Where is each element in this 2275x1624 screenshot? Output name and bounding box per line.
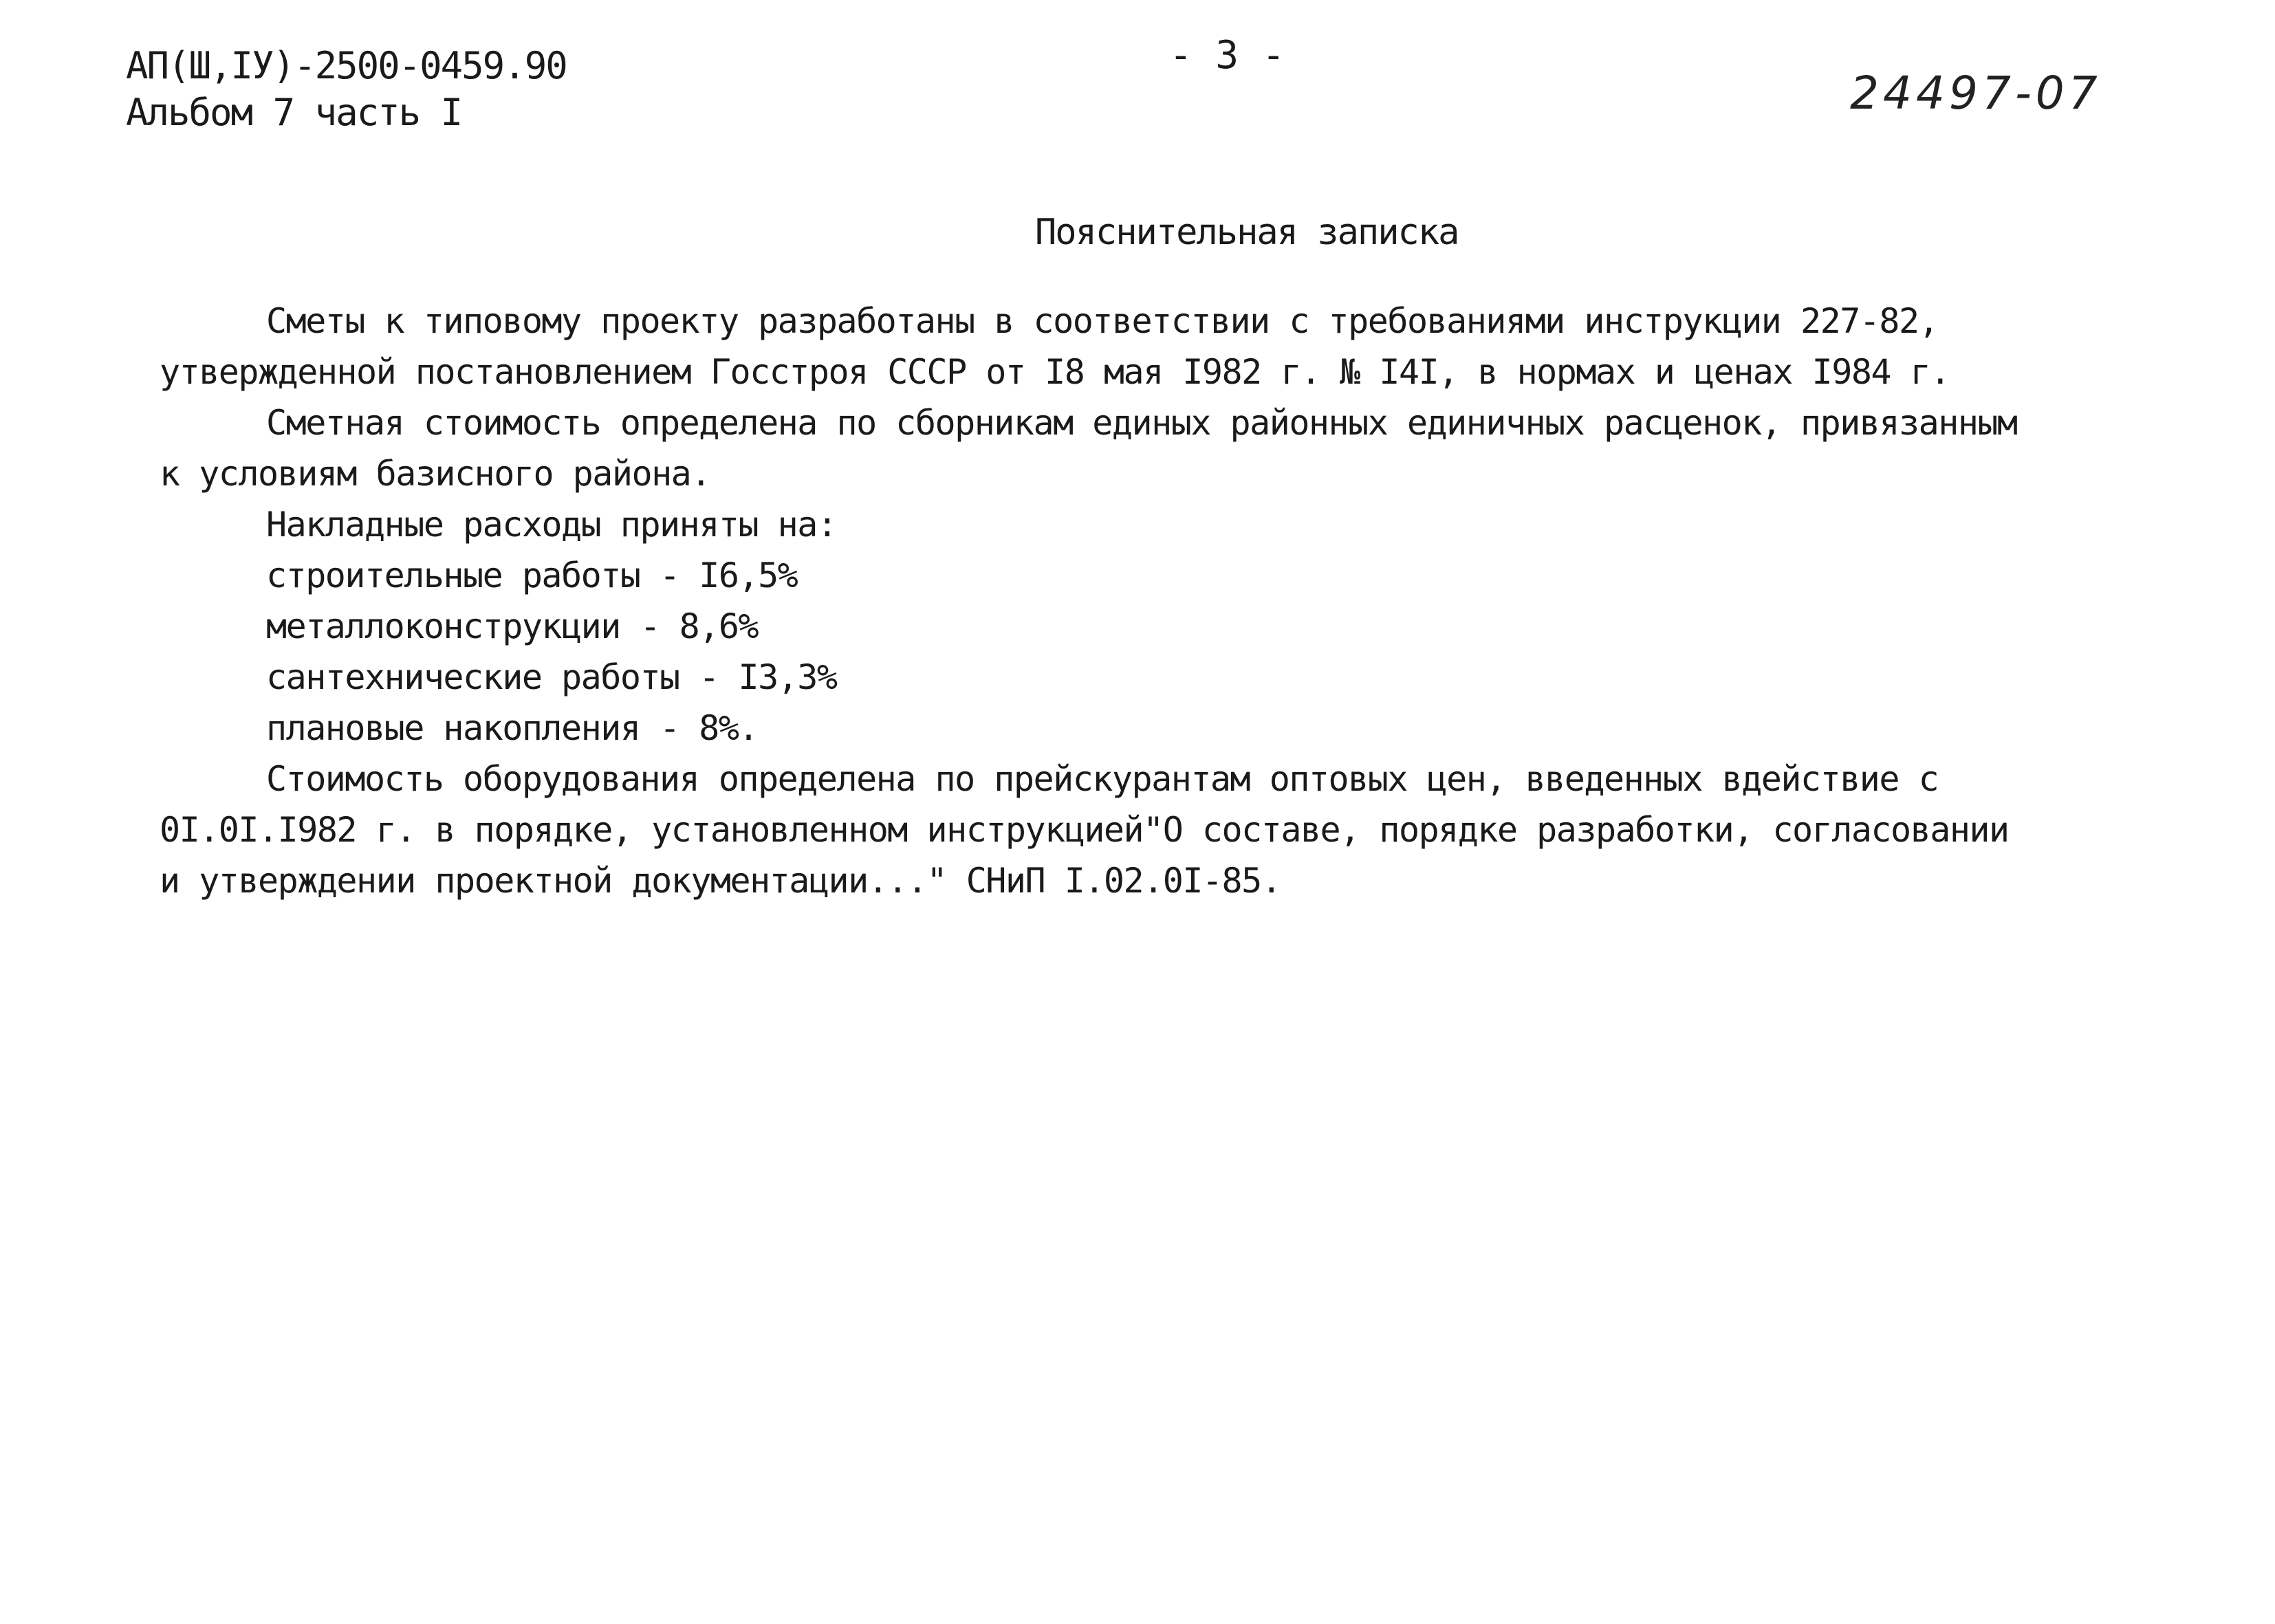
paragraph-line: Стоимость оборудования определена по прейскурантам оптовых цен, введенных вдействие с [266, 759, 1939, 799]
document-header [126, 43, 567, 136]
document-code: АП(Ш,IУ)-2500-0459.90 [126, 44, 567, 87]
handwritten-number: 24497-07 [1850, 67, 2102, 120]
album-label: Альбом 7 часть I [126, 91, 462, 134]
paragraph-line: Накладные расходы приняты на: [266, 505, 837, 545]
page-number: - 3 - [1169, 33, 1285, 78]
paragraph-line: 0I.0I.I982 г. в порядке, установленном инструкцией"О составе, порядке разработки, согласовании [160, 810, 2009, 850]
paragraph-line: утвержденной постановлением Госстроя СССР от I8 мая I982 г. № I4I, в нормах и ценах I984 г. [160, 352, 1950, 392]
paragraph-line: к условиям базисного района. [160, 454, 710, 494]
page-title: Пояснительная записка [1035, 212, 1459, 253]
paragraph-line: Сметная стоимость определена по сборникам единых районных единичных расценок, привязанным [266, 403, 2017, 443]
paragraph-line: Сметы к типовому проекту разработаны в соответствии с требованиями инструкции 227-82, [266, 301, 1939, 341]
overhead-item: сантехнические работы - I3,3% [266, 657, 837, 697]
overhead-item: плановые накопления - 8%. [266, 708, 759, 748]
overhead-item: металлоконструкции - 8,6% [266, 606, 759, 646]
overhead-item: строительные работы - I6,5% [266, 556, 798, 595]
paragraph-line: и утверждении проектной документации..." СНиП I.02.0I-85. [160, 861, 1281, 901]
